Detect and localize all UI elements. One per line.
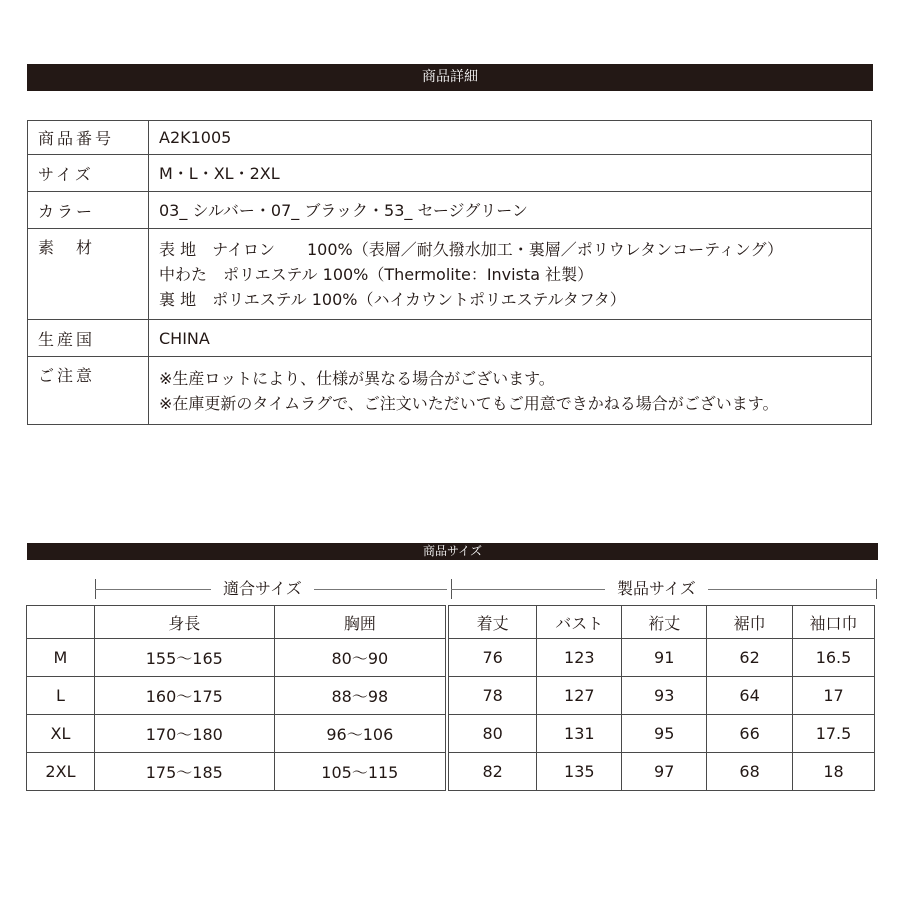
size-cell: 17 xyxy=(793,677,875,715)
details-table xyxy=(27,120,872,425)
size-cell: 95 xyxy=(622,715,707,753)
size-cell: 160〜175 xyxy=(94,677,274,715)
size-cell: 2XL xyxy=(27,753,95,791)
detail-line: CHINA xyxy=(159,328,210,348)
size-cell: 68 xyxy=(707,753,793,791)
product-size-label: 製品サイズ xyxy=(605,578,708,600)
fit-size-label: 適合サイズ xyxy=(211,578,314,600)
size-header-row xyxy=(27,606,875,639)
detail-row-notes xyxy=(28,357,872,425)
size-cell: 97 xyxy=(622,753,707,791)
detail-line: ※生産ロットにより、仕様が異なる場合がございます。 xyxy=(159,368,555,388)
detail-label: 生産国 xyxy=(28,320,149,357)
size-row xyxy=(27,715,875,753)
size-cell: L xyxy=(27,677,95,715)
group-tick xyxy=(876,579,877,599)
size-cell: 76 xyxy=(447,639,537,677)
size-cell: 93 xyxy=(622,677,707,715)
size-cell: 80 xyxy=(447,715,537,753)
detail-row-material xyxy=(28,229,872,320)
detail-value xyxy=(149,229,872,320)
size-row xyxy=(27,753,875,791)
size-cell: 62 xyxy=(707,639,793,677)
size-cell: 64 xyxy=(707,677,793,715)
size-col-header: 裾巾 xyxy=(707,606,793,639)
size-cell: 16.5 xyxy=(793,639,875,677)
detail-label: 商品番号 xyxy=(28,121,149,155)
detail-line: 中わた ポリエステル 100%（Thermolite：Invista 社製） xyxy=(159,264,594,284)
size-cell: 17.5 xyxy=(793,715,875,753)
size-header: 商品サイズ xyxy=(27,543,878,560)
product-size-group xyxy=(451,578,877,600)
detail-value xyxy=(149,155,872,192)
size-col-header: 着丈 xyxy=(447,606,537,639)
size-cell: 135 xyxy=(537,753,622,791)
size-col-header: 袖口巾 xyxy=(793,606,875,639)
size-cell: 82 xyxy=(447,753,537,791)
size-cell: 88〜98 xyxy=(274,677,447,715)
size-table xyxy=(26,605,875,791)
size-col-header: 胸囲 xyxy=(274,606,447,639)
detail-value xyxy=(149,357,872,425)
size-row xyxy=(27,677,875,715)
detail-label: カラー xyxy=(28,192,149,229)
detail-value xyxy=(149,121,872,155)
detail-line: 03_ シルバー・07_ ブラック・53_ セージグリーン xyxy=(159,200,528,220)
size-cell: M xyxy=(27,639,95,677)
size-cell: 175〜185 xyxy=(94,753,274,791)
size-cell: 80〜90 xyxy=(274,639,447,677)
detail-value xyxy=(149,192,872,229)
size-cell: 170〜180 xyxy=(94,715,274,753)
size-cell: 18 xyxy=(793,753,875,791)
size-row xyxy=(27,639,875,677)
detail-line: 裏 地 ポリエステル 100%（ハイカウントポリエステルタフタ） xyxy=(159,289,626,309)
detail-label: 素 材 xyxy=(28,229,149,320)
size-cell: 127 xyxy=(537,677,622,715)
detail-label: ご注意 xyxy=(28,357,149,425)
detail-value xyxy=(149,320,872,357)
detail-line: ※在庫更新のタイムラグで、ご注文いただいてもご用意できかねる場合がございます。 xyxy=(159,393,779,413)
details-header: 商品詳細 xyxy=(27,64,873,91)
size-cell: 131 xyxy=(537,715,622,753)
size-cell: 96〜106 xyxy=(274,715,447,753)
size-cell: 91 xyxy=(622,639,707,677)
size-cell: 155〜165 xyxy=(94,639,274,677)
size-cell: 105〜115 xyxy=(274,753,447,791)
fit-size-group xyxy=(95,578,447,600)
detail-label: サイズ xyxy=(28,155,149,192)
detail-line: A2K1005 xyxy=(159,128,232,147)
size-col-header: 身長 xyxy=(94,606,274,639)
detail-line: M・L・XL・2XL xyxy=(159,163,280,183)
size-cell: 78 xyxy=(447,677,537,715)
size-col-header: 裄丈 xyxy=(622,606,707,639)
detail-row-color xyxy=(28,192,872,229)
detail-row-size xyxy=(28,155,872,192)
size-cell: XL xyxy=(27,715,95,753)
detail-row-origin xyxy=(28,320,872,357)
size-col-header: バスト xyxy=(537,606,622,639)
detail-row-product-number xyxy=(28,121,872,155)
size-cell: 123 xyxy=(537,639,622,677)
detail-line: 表 地 ナイロン 100%（表層／耐久撥水加工・裏層／ポリウレタンコーティング） xyxy=(159,239,783,259)
size-cell: 66 xyxy=(707,715,793,753)
size-col-header xyxy=(27,606,95,639)
